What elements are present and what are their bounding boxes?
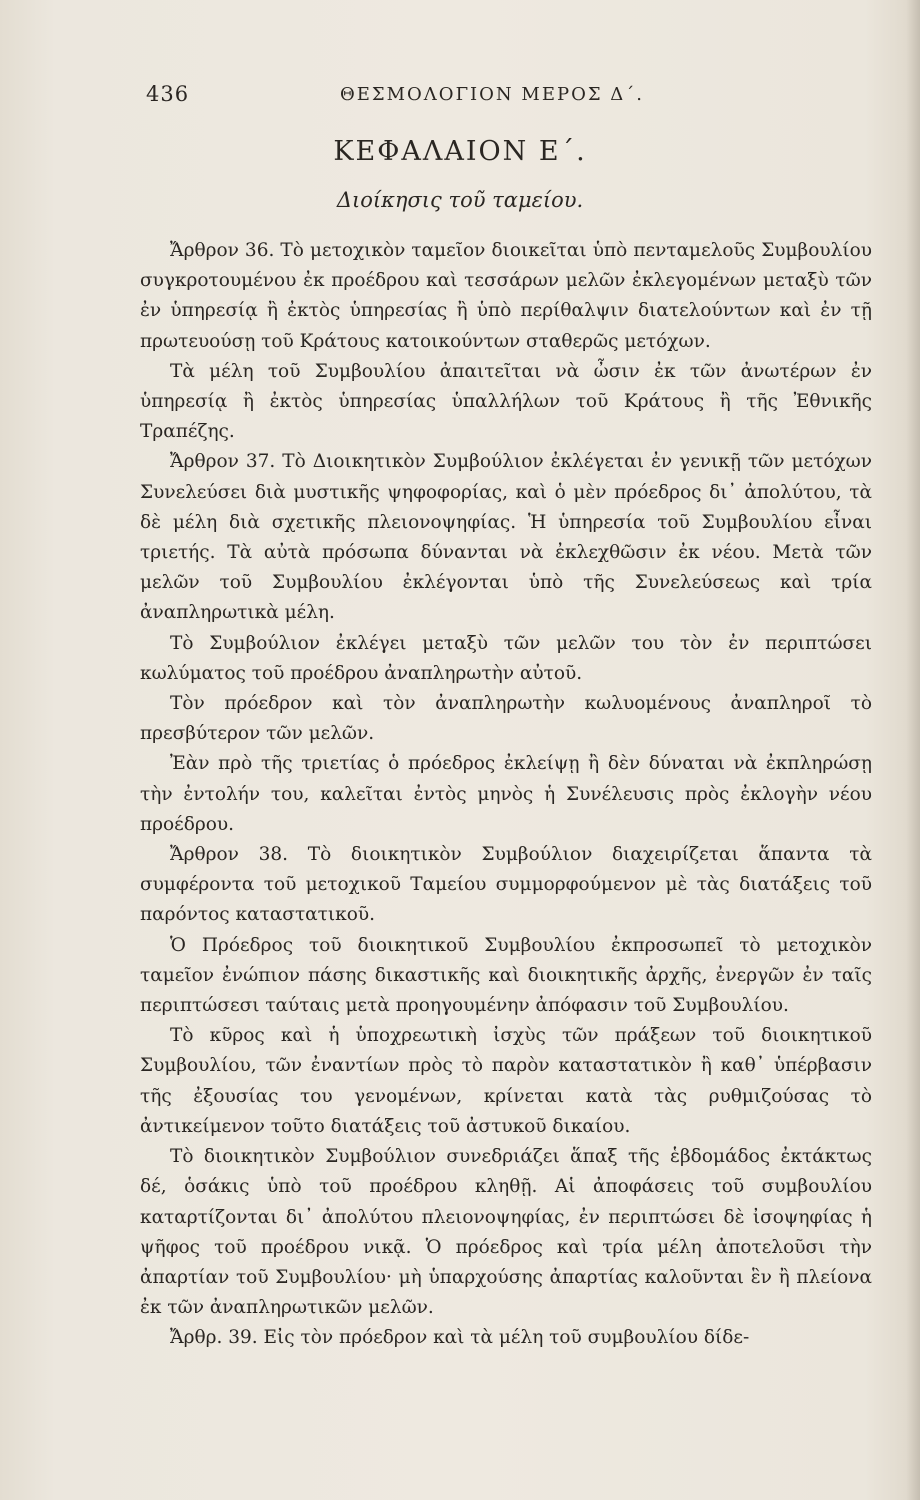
paragraph-president-representation: Ὁ Πρόεδρος τοῦ διοικητικοῦ Συμβουλίου ἐκπροσωπεῖ τὸ μετοχικὸν ταμεῖον ἐνώπιον πάσης δικαστικῆς καὶ διοικητικῆς ἀρχῆς, ἐνεργῶν ἐν ταῖς περιπτώσεσι ταύταις μετὰ προηγουμένην ἀπόφασιν τοῦ Συμβουλίου. xyxy=(140,934,872,1017)
paragraph-council-members: Τὰ μέλη τοῦ Συμβουλίου ἀπαιτεῖται νὰ ὦσιν ἐκ τῶν ἀνωτέρων ἐν ὑπηρεσίᾳ ἢ ἐκτὸς ὑπηρεσίας ὑπαλλήλων τοῦ Κράτους ἢ τῆς Ἐθνικῆς Τραπέζης. xyxy=(140,360,872,443)
paragraph-president-vacancy: Ἐὰν πρὸ τῆς τριετίας ὁ πρόεδρος ἐκλείψῃ ἢ δὲν δύναται νὰ ἐκπληρώσῃ τὴν ἐντολήν του, καλεῖται ἐντὸς μηνὸς ἡ Συνέλευσις πρὸς ἐκλογὴν νέου προέδρου. xyxy=(140,753,872,835)
paragraph-council-meetings: Τὸ διοικητικὸν Συμβούλιον συνεδριάζει ἅπαξ τῆς ἑβδομάδος ἐκτάκτως δέ, ὁσάκις ὑπὸ τοῦ προέδρου κληθῇ. Αἱ ἀποφάσεις τοῦ συμβουλίου καταρτίζονται δι᾽ ἀπολύτου πλειονοψηφίας, ἐν περιπτώσει δὲ ἰσοψηφίας ἡ ψῆφος τοῦ προέδρου νικᾷ. Ὁ πρόεδρος καὶ τρία μέλη ἀποτελοῦσι τὴν ἀπαρτίαν τοῦ Συμβουλίου· μὴ ὑπαρχούσης ἀπαρτίας καλοῦνται ἓν ἢ πλείονα ἐκ τῶν ἀναπληρωτικῶν μελῶν. xyxy=(140,1146,872,1319)
paragraph-deputy-election: Τὸ Συμβούλιον ἐκλέγει μεταξὺ τῶν μελῶν του τὸν ἐν περιπτώσει κωλύματος τοῦ προέδρου ἀναπληρωτὴν αὐτοῦ. xyxy=(140,632,872,684)
paragraph-deputy-replacement: Τὸν πρόεδρον καὶ τὸν ἀναπληρωτὴν κωλυομένους ἀναπληροῖ τὸ πρεσβύτερον τῶν μελῶν. xyxy=(140,693,872,745)
chapter-subtitle: Διοίκησις τοῦ ταμείου. xyxy=(336,188,584,212)
page-edge-shadow xyxy=(906,0,920,1500)
paragraph-article-37: Ἄρθρον 37. Τὸ Διοικητικὸν Συμβούλιον ἐκλέγεται ἐν γενικῇ τῶν μετόχων Συνελεύσει διὰ μυστικῆς ψηφοφορίας, καὶ ὁ μὲν πρόεδρος δι᾽ ἀπολύτου, τὰ δὲ μέλη διὰ σχετικῆς πλειονοψηφίας. Ἡ ὑπηρεσία τοῦ Συμβουλίου εἶναι τριετής. Τὰ αὐτὰ πρόσωπα δύνανται νὰ ἐκλεχθῶσιν ἐκ νέου. Μετὰ τῶν μελῶν τοῦ Συμβουλίου ἐκλέγονται ὑπὸ τῆς Συνελεύσεως καὶ τρία ἀναπληρωτικὰ μέλη. xyxy=(140,451,872,624)
page-number: 436 xyxy=(146,82,190,106)
paragraph-validity-of-acts: Τὸ κῦρος καὶ ἡ ὑποχρεωτικὴ ἰσχὺς τῶν πράξεων τοῦ διοικητικοῦ Συμβουλίου, τῶν ἐναντίων πρὸς τὸ παρὸν καταστατικὸν ἢ καθ᾽ ὑπέρβασιν τῆς ἐξουσίας του γενομένων, κρίνεται κατὰ τὰς ρυθμιζούσας τὸ ἀντικείμενον τοῦτο διατάξεις τοῦ ἀστυκοῦ δικαίου. xyxy=(140,1025,872,1137)
page-header xyxy=(146,82,706,112)
running-head: ΘΕΣΜΟΛΟΓΙΟΝ ΜΕΡΟΣ Δ΄. xyxy=(340,84,645,105)
paragraph-article-39: Ἄρθρ. 39. Εἰς τὸν πρόεδρον καὶ τὰ μέλη τοῦ συμβουλίου δίδε- xyxy=(170,1327,750,1349)
chapter-title: ΚΕΦΑΛΑΙΟΝ Ε΄. xyxy=(333,136,587,167)
paragraph-article-36: Ἄρθρον 36. Τὸ μετοχικὸν ταμεῖον διοικεῖται ὑπὸ πενταμελοῦς Συμβουλίου συγκροτουμένου ἐκ προέδρου καὶ τεσσάρων μελῶν ἐκλεγομένων μεταξὺ τῶν ἐν ὑπηρεσίᾳ ἢ ἐκτὸς ὑπηρεσίας ἢ ὑπὸ περίθαλψιν διατελούντων καὶ ἐν τῇ πρωτευούσῃ τοῦ Κράτους κατοικούντων σταθερῶς μετόχων. xyxy=(140,240,872,352)
body-text xyxy=(140,236,872,1354)
paragraph-article-38: Ἄρθρον 38. Τὸ διοικητικὸν Συμβούλιον διαχειρίζεται ἅπαντα τὰ συμφέροντα τοῦ μετοχικοῦ Ταμείου συμμορφούμενον μὲ τὰς διατάξεις τοῦ παρόντος καταστατικοῦ. xyxy=(140,844,872,926)
